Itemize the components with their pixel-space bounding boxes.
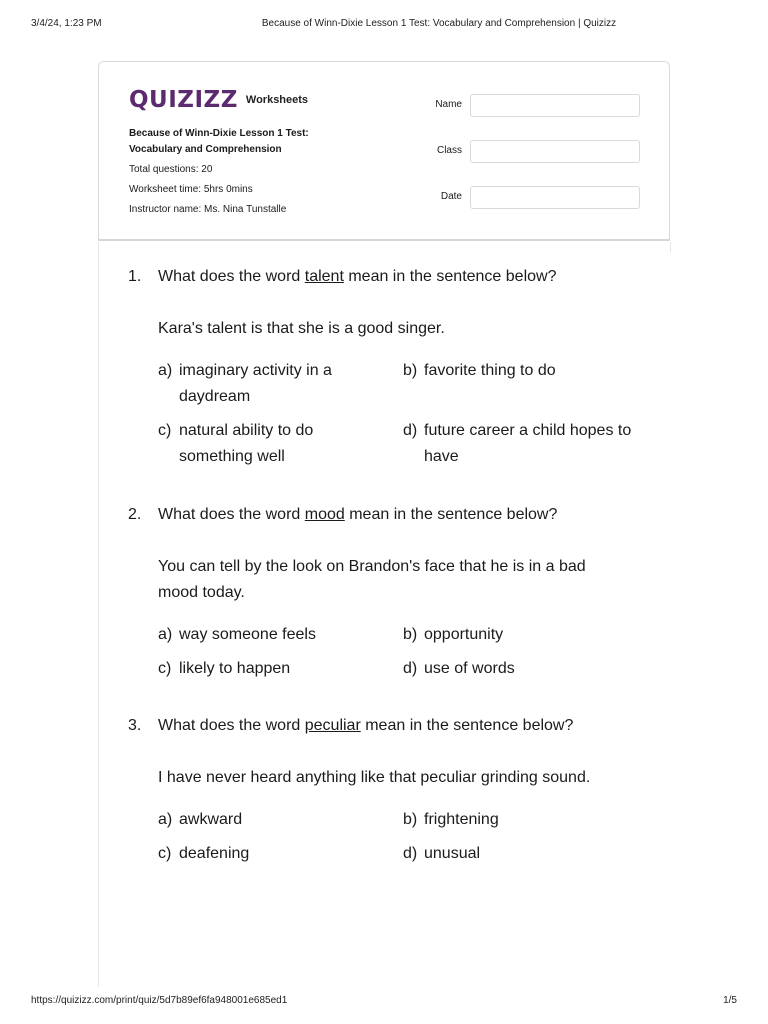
class-input[interactable] [470, 140, 640, 163]
name-field [419, 94, 641, 118]
option-letter: c) [158, 845, 172, 862]
option-text: deafening [179, 845, 250, 862]
option-text: awkward [179, 811, 243, 828]
option-text: way someone feels [179, 626, 316, 643]
question-3 [128, 715, 648, 875]
class-label: Class [436, 145, 462, 156]
question-sentence: Kara's talent is that she is a good singer. [158, 320, 445, 337]
total-questions: Total questions: 20 [129, 164, 213, 175]
worksheet-meta [129, 126, 379, 218]
option-letter: d) [403, 422, 418, 439]
question-number: 2. [128, 506, 142, 523]
date-input[interactable] [470, 186, 640, 209]
option-letter: b) [403, 811, 418, 828]
question-text [158, 715, 573, 737]
question-prefix: What does the word [158, 268, 305, 285]
option-text: unusual [424, 845, 481, 862]
question-number: 3. [128, 717, 142, 734]
question-suffix: mean in the sentence below? [344, 506, 558, 523]
question-stem [128, 715, 648, 737]
date-field [419, 186, 641, 210]
option-text: likely to happen [179, 660, 291, 677]
question-sentence: I have never heard anything like that peculiar grinding sound. [158, 769, 591, 786]
option-letter: a) [158, 811, 173, 828]
question-text [158, 266, 556, 288]
class-field [419, 140, 641, 164]
name-label: Name [435, 99, 462, 110]
quizizz-logo: QUIZIZZ [129, 86, 238, 113]
worksheet-time: Worksheet time: 5hrs 0mins [129, 184, 253, 195]
question-suffix: mean in the sentence below? [360, 717, 574, 734]
page-edge-left [98, 242, 99, 987]
print-header [0, 18, 768, 32]
option-text: favorite thing to do [424, 362, 556, 379]
option-letter: d) [403, 660, 418, 677]
vocab-word: peculiar [304, 717, 361, 734]
option-letter: d) [403, 845, 418, 862]
print-date: 3/4/24, 1:23 PM [31, 18, 102, 29]
question-number: 1. [128, 268, 142, 285]
option-text: opportunity [424, 626, 504, 643]
name-input[interactable] [470, 94, 640, 117]
option-letter: b) [403, 362, 418, 379]
brand-subtitle: Worksheets [245, 94, 309, 106]
print-page-number: 1/5 [723, 995, 737, 1006]
option-text: natural ability to do something well [179, 422, 314, 465]
option-letter: c) [158, 660, 172, 677]
worksheet-title-line1: Because of Winn-Dixie Lesson 1 Test: [129, 128, 309, 139]
question-stem [128, 266, 648, 288]
worksheet-header-card [98, 61, 670, 241]
option-text: future career a child hopes to have [424, 422, 632, 465]
worksheet-title-line2: Vocabulary and Comprehension [129, 144, 282, 155]
vocab-word: talent [304, 268, 344, 285]
instructor-name: Instructor name: Ms. Nina Tunstalle [129, 204, 287, 215]
question-prefix: What does the word [158, 506, 305, 523]
question-suffix: mean in the sentence below? [343, 268, 557, 285]
option-letter: a) [158, 626, 173, 643]
option-letter: a) [158, 362, 173, 379]
question-1 [128, 266, 648, 476]
print-title: Because of Winn-Dixie Lesson 1 Test: Vocabulary and Comprehension | Quizizz [261, 18, 617, 29]
print-url: https://quizizz.com/print/quiz/5d7b89ef6fa948001e685ed1 [31, 995, 288, 1006]
option-letter: b) [403, 626, 418, 643]
page-edge-right [670, 242, 671, 252]
brand [129, 86, 308, 114]
question-prefix: What does the word [158, 717, 305, 734]
question-2 [128, 504, 648, 684]
option-text: frightening [424, 811, 499, 828]
option-text: use of words [424, 660, 515, 677]
option-text: imaginary activity in a daydream [179, 362, 332, 405]
question-text [158, 504, 557, 526]
question-sentence: You can tell by the look on Brandon's face that he is in a bad mood today. [158, 558, 586, 601]
option-letter: c) [158, 422, 172, 439]
vocab-word: mood [304, 506, 345, 523]
date-label: Date [440, 191, 462, 202]
question-stem [128, 504, 648, 526]
